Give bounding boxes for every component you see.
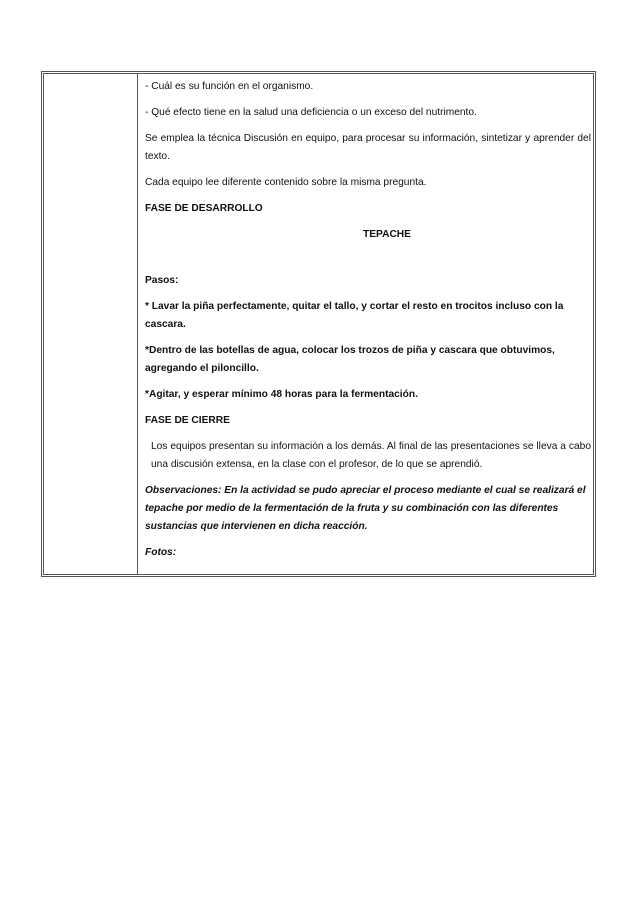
phase-development-heading: FASE DE DESARROLLO	[145, 203, 263, 214]
steps-label: Pasos:	[145, 275, 179, 286]
photos-label: Fotos:	[145, 547, 177, 558]
content-cell	[145, 78, 591, 570]
team-paragraph: Cada equipo lee diferente contenido sobre la misma pregunta.	[145, 177, 427, 188]
step-1: * Lavar la piña perfectamente, quitar el tallo, y cortar el resto en trocitos incluso con la cascara.	[145, 301, 564, 330]
question-effect: - Qué efecto tiene en la salud una deficiencia o un exceso del nutrimento.	[145, 107, 477, 118]
step-2: *Dentro de las botellas de agua, colocar los trozos de piña y cascara que obtuvimos, agregando el piloncillo.	[145, 345, 555, 374]
activity-table	[41, 71, 596, 577]
step-3: *Agitar, y esperar mínimo 48 horas para la fermentación.	[145, 389, 418, 400]
question-function: - Cuál es su función en el organismo.	[145, 81, 314, 92]
left-column-cell	[44, 74, 138, 574]
phase-closing-heading: FASE DE CIERRE	[145, 415, 230, 426]
closing-paragraph: Los equipos presentan su información a los demás. Al final de las presentaciones se lleva a cabo una discusión extensa, en la clase con el profesor, de lo que se aprendió.	[151, 441, 591, 470]
spacer	[145, 252, 591, 272]
technique-paragraph: Se emplea la técnica Discusión en equipo, para procesar su información, sintetizar y aprender del texto.	[145, 133, 591, 162]
recipe-title: TEPACHE	[363, 229, 411, 240]
observations-paragraph: Observaciones: En la actividad se pudo apreciar el proceso mediante el cual se realizará el tepache por medio de la fermentación de la fruta y su combinación con las diferentes sustancias que intervienen en dicha reacción.	[145, 485, 586, 532]
